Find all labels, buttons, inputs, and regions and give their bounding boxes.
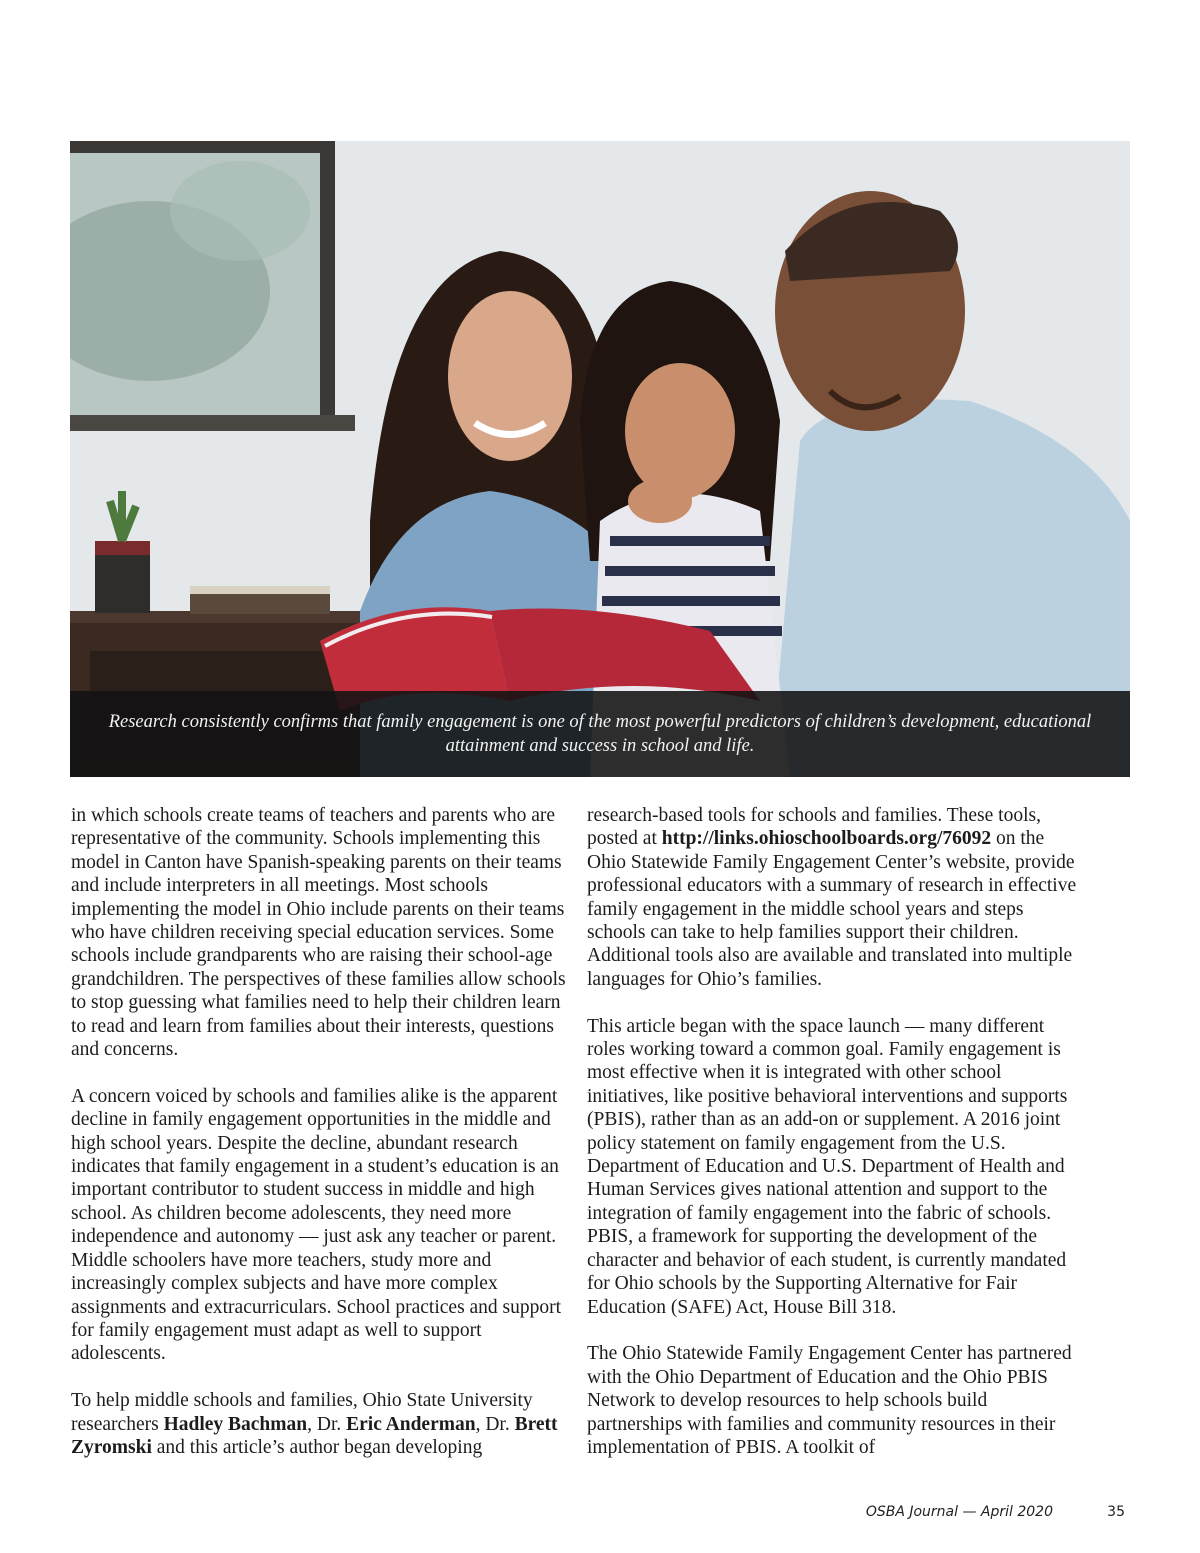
text-run: on the Ohio Statewide Family Engagement Center’s website, provide professional educators with a summary of research in effective family engagement in the middle school years and steps schools can take to help families support their children. Additional tools also are available and translated into multiple languages for Ohio’s families. [587, 828, 1077, 990]
left-column [71, 804, 566, 1483]
text-run: , Dr. [307, 1413, 347, 1435]
right-paragraph-2: This article began with the space launch — many different roles working toward a common goal. Family engagement is most effective when it is integrated with other school initiatives, like positive behavioral interventions and supports (PBIS), rather than as an add-on or supplement. A 2016 joint policy statement on family engagement from the U.S. Department of Education and U.S. Department of Health and Human Services gives national attention and support to the integration of family engagement into the fabric of schools. PBIS, a framework for supporting the development of the character and behavior of each student, is currently mandated for Ohio schools by the Supporting Alternative for Fair Education (SAFE) Act, House Bill 318. [587, 1015, 1068, 1318]
researcher-name: Hadley Bachman [163, 1413, 308, 1435]
text-run: , Dr. [475, 1413, 515, 1435]
journal-title: OSBA Journal — April 2020 [865, 1504, 1053, 1520]
photo-caption: Research consistently confirms that family engagement is one of the most powerful predictors of children’s development, educational attainment and success in school and life. [108, 712, 1092, 756]
page-footer [780, 1504, 1130, 1526]
right-column [587, 804, 1082, 1483]
text-run: To help middle schools and families, Ohio State University researchers [71, 1390, 533, 1435]
researcher-name: Brett Zyromski [71, 1413, 558, 1458]
left-paragraph-3 [71, 1389, 566, 1459]
left-paragraph-1: in which schools create teams of teachers and parents who are representative of the community. Schools implementing this model in Canton have Spanish-speaking parents on their teams and include interpreters in all meetings. Most schools implementing the model in Ohio include parents on their teams who have children receiving special education services. Some schools include grandparents who are raising their school-age grandchildren. The perspectives of these families allow schools to stop guessing what families need to help their children learn to read and learn from families about their interests, questions and concerns. [71, 805, 566, 1061]
researcher-name: Eric Anderman [346, 1413, 476, 1435]
tools-link[interactable]: http://links.ohioschoolboards.org/76092 [661, 828, 992, 850]
right-paragraph-1 [587, 804, 1082, 991]
text-run: and this article’s author began developing [151, 1436, 483, 1458]
left-paragraph-2: A concern voiced by schools and families alike is the apparent decline in family engagement opportunities in the middle and high school years. Despite the decline, abundant research indicates that family engagement in a student’s education is an important contributor to student success in middle and high school. As children become adolescents, they need more independence and autonomy — just ask any teacher or parent. Middle schoolers have more teachers, study more and increasingly complex subjects and have more complex assignments and extracurriculars. School practices and support for family engagement must adapt as well to support adolescents. [71, 1085, 562, 1365]
family-reading-photo [70, 141, 1130, 777]
text-run: research-based tools for schools and families. These tools, posted at [587, 805, 1041, 850]
right-paragraph-3: The Ohio Statewide Family Engagement Center has partnered with the Ohio Department of Education and the Ohio PBIS Network to develop resources to help schools build partnerships with families and community resources in their implementation of PBIS. A toolkit of [587, 1343, 1072, 1458]
photo-illustration [70, 141, 1130, 777]
page-number: 35 [1107, 1504, 1125, 1520]
photo-caption-bar [70, 691, 1130, 777]
